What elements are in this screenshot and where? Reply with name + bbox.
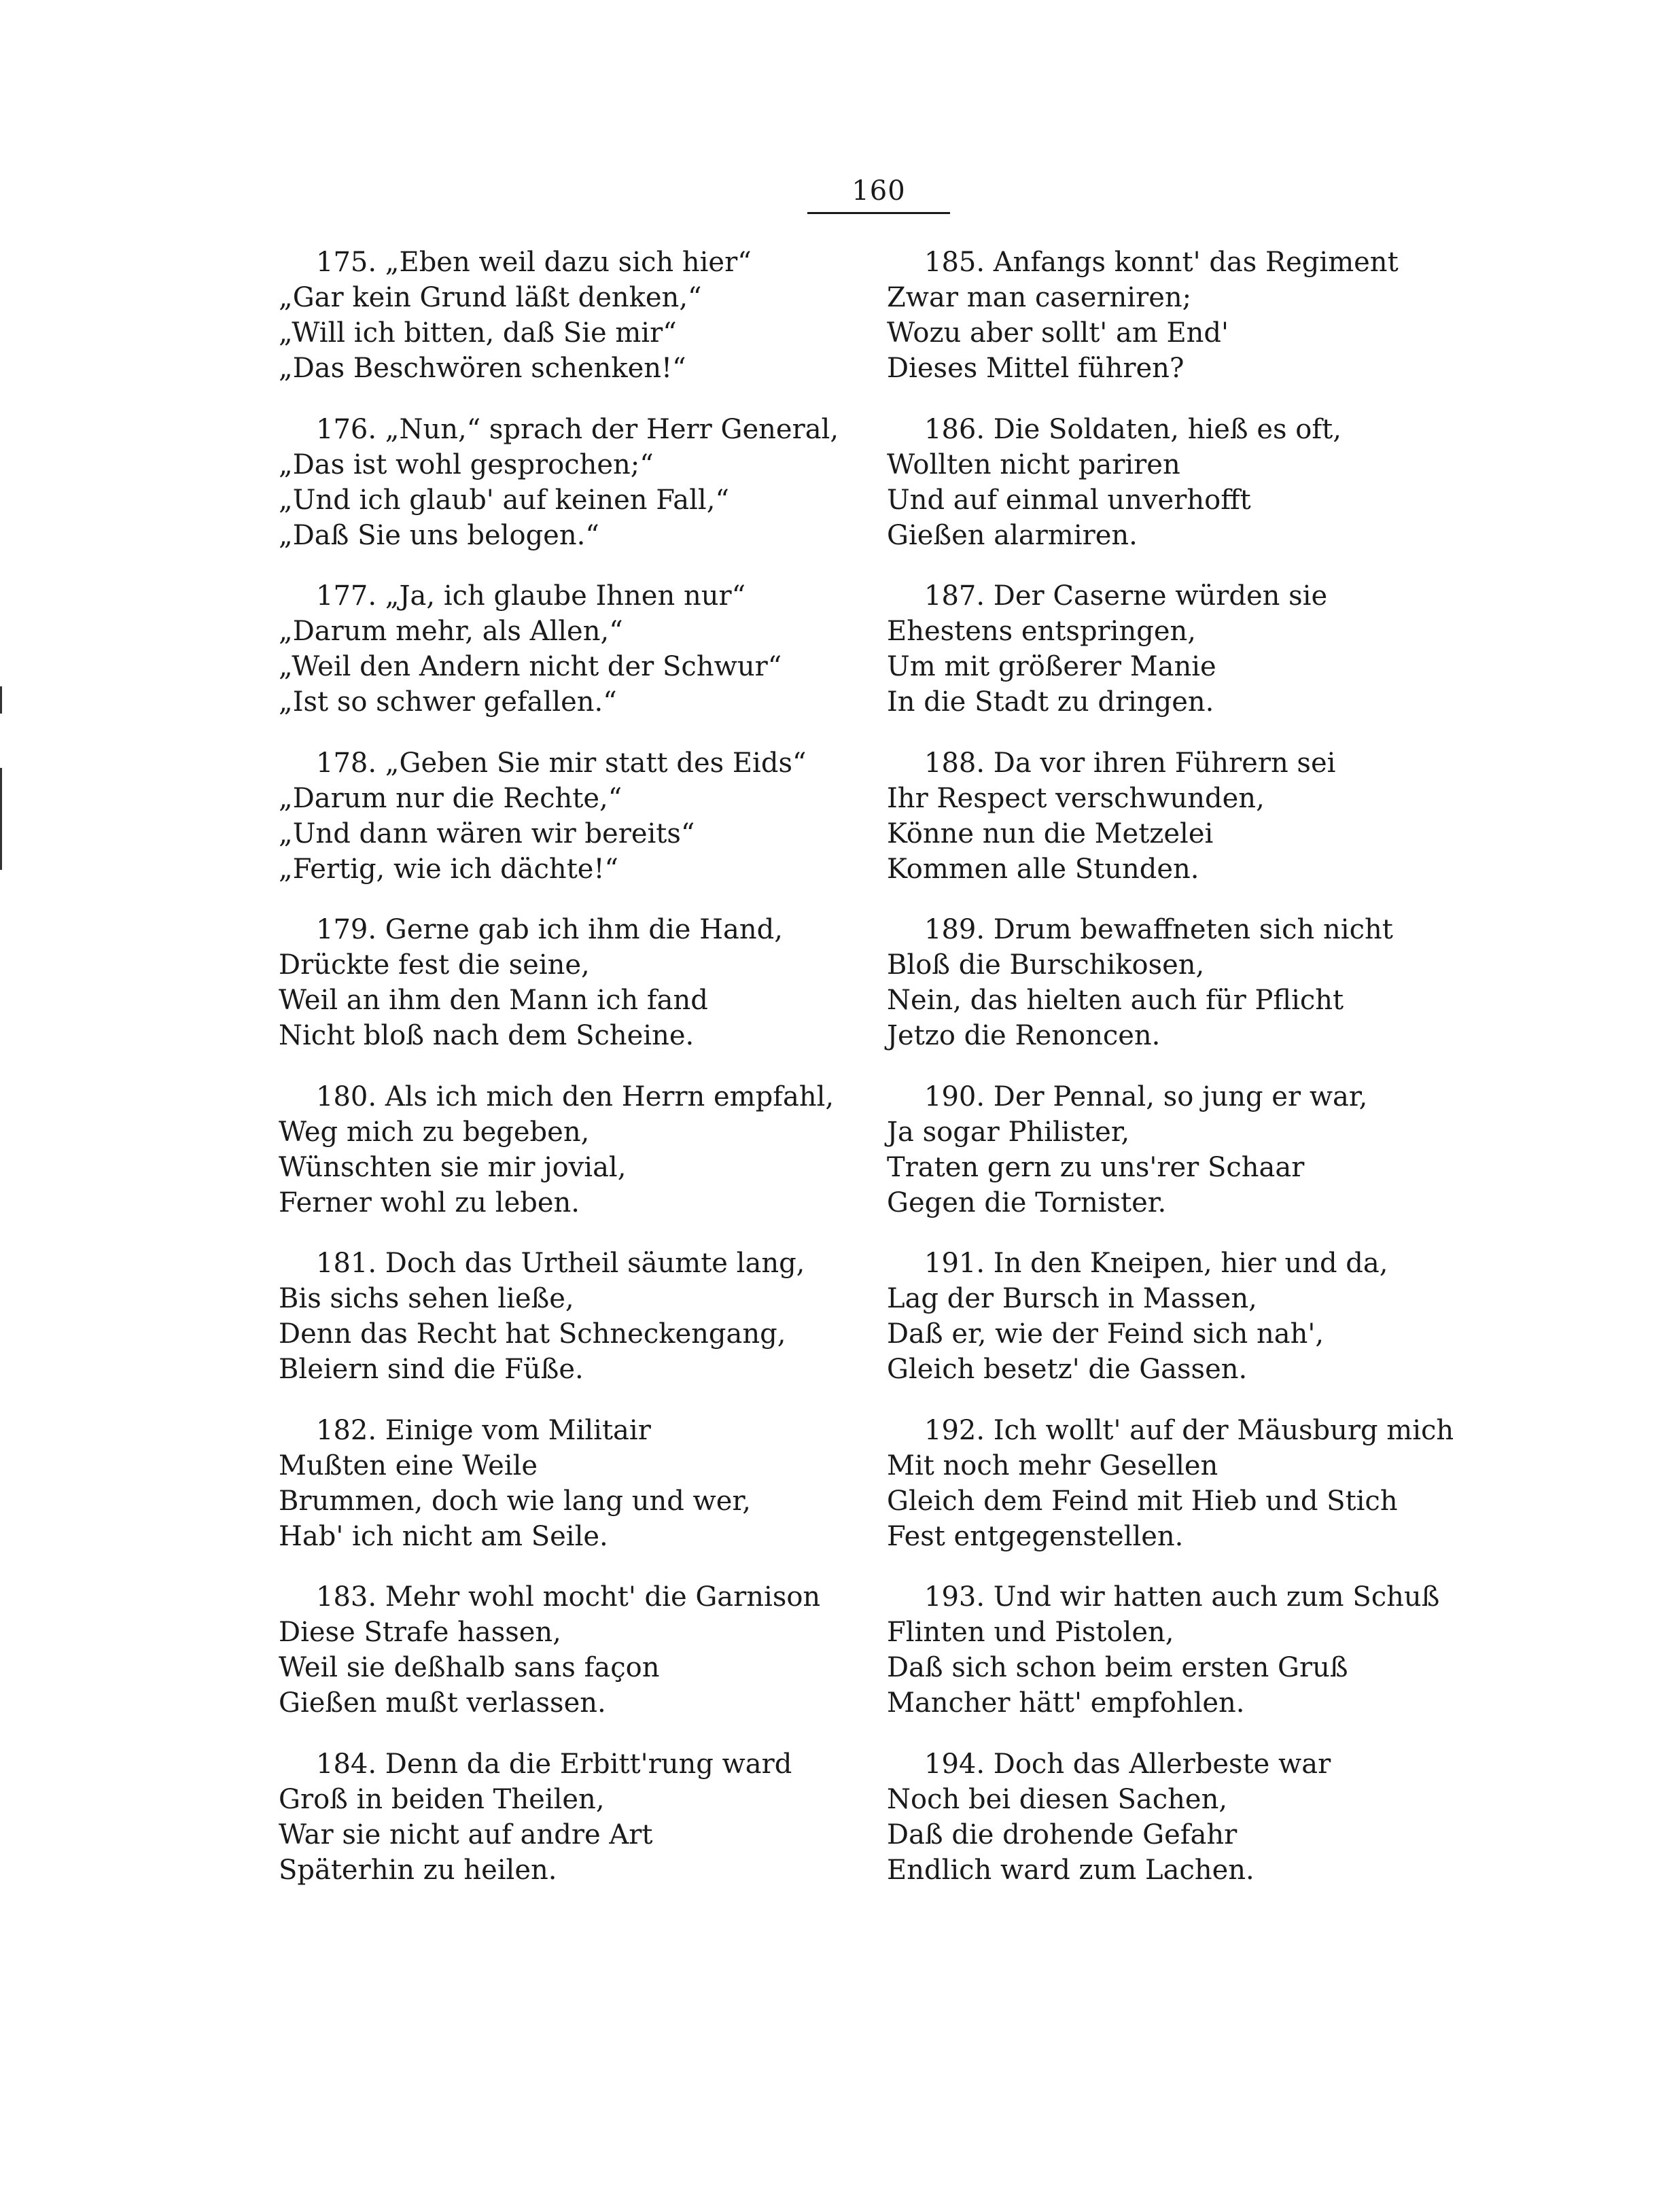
verse-line: Weg mich zu begeben, (279, 1116, 590, 1148)
verse-line: Lag der Bursch in Massen, (887, 1283, 1257, 1314)
verse-line: Nein, das hielten auch für Pflicht (887, 985, 1344, 1016)
verse-line: Nicht bloß nach dem Scheine. (279, 1020, 695, 1051)
verse-line: „Ist so schwer gefallen.“ (279, 686, 617, 718)
verse-line: Noch bei diesen Sachen, (887, 1783, 1228, 1815)
verse-line: „Weil den Andern nicht der Schwur“ (279, 651, 782, 682)
stanza-first-line: 184. Denn da die Erbitt'rung ward (316, 1748, 792, 1780)
verse-line: Späterhin zu heilen. (279, 1854, 557, 1886)
verse-line: Gleich besetz' die Gassen. (887, 1354, 1248, 1385)
verse-line: Jetzo die Renoncen. (887, 1020, 1161, 1051)
verse-line: Diese Strafe hassen, (279, 1617, 561, 1648)
stanza-first-line: 189. Drum bewaffneten sich nicht (924, 914, 1393, 945)
verse-line: Endlich ward zum Lachen. (887, 1854, 1254, 1886)
stanza (887, 1579, 1485, 1746)
verse-line: „Das Beschwören schenken!“ (279, 353, 686, 384)
stanza-first-line: 192. Ich wollt' auf der Mäusburg mich (924, 1414, 1454, 1446)
verse-line: Mit noch mehr Gesellen (887, 1450, 1218, 1481)
verse-line: Gießen mußt verlassen. (279, 1687, 606, 1719)
verse-line: War sie nicht auf andre Art (279, 1819, 653, 1850)
stanza-first-line: 190. Der Pennal, so jung er war, (924, 1081, 1368, 1112)
verse-line: Bleiern sind die Füße. (279, 1354, 584, 1385)
stanza-first-line: 186. Die Soldaten, hieß es oft, (924, 413, 1341, 445)
verse-line: Daß die drohende Gefahr (887, 1819, 1238, 1850)
verse-line: Flinten und Pistolen, (887, 1617, 1174, 1648)
stanza-first-line: 177. „Ja, ich glaube Ihnen nur“ (316, 580, 746, 612)
verse-line: „Will ich bitten, daß Sie mir“ (279, 317, 677, 349)
verse-line: „Das ist wohl gesprochen;“ (279, 449, 654, 480)
stanza (887, 1246, 1485, 1413)
verse-line: Bloß die Burschikosen, (887, 949, 1205, 981)
verse-line: „Und ich glaub' auf keinen Fall,“ (279, 484, 729, 516)
verse-line: Weil an ihm den Mann ich fand (279, 985, 708, 1016)
verse-line: Kommen alle Stunden. (887, 853, 1199, 885)
stanza (887, 1746, 1485, 1914)
stanza (279, 1579, 877, 1746)
stanza (279, 745, 877, 913)
left-column (279, 245, 877, 1913)
verse-line: Ihr Respect verschwunden, (887, 782, 1265, 814)
stanza-first-line: 183. Mehr wohl mocht' die Garnison (316, 1581, 821, 1613)
verse-line: Traten gern zu uns'rer Schaar (887, 1151, 1305, 1183)
verse-line: Gegen die Tornister. (887, 1187, 1167, 1218)
stanza-first-line: 175. „Eben weil dazu sich hier“ (316, 247, 752, 278)
verse-line: Um mit größerer Manie (887, 651, 1216, 682)
stanza (279, 245, 877, 412)
verse-line: In die Stadt zu dringen. (887, 686, 1214, 718)
verse-line: Wünschten sie mir jovial, (279, 1151, 627, 1183)
verse-line: Bis sichs sehen ließe, (279, 1283, 574, 1314)
verse-line: Und auf einmal unverhofft (887, 484, 1251, 516)
verse-line: Daß er, wie der Feind sich nah', (887, 1318, 1324, 1350)
stanza (279, 1246, 877, 1413)
stanza (887, 1079, 1485, 1246)
right-column (887, 245, 1485, 1913)
verse-line: Hab' ich nicht am Seile. (279, 1520, 608, 1552)
stanza (279, 1079, 877, 1246)
verse-line: Ehestens entspringen, (887, 616, 1196, 647)
verse-line: „Fertig, wie ich dächte!“ (279, 853, 618, 885)
verse-line: Daß sich schon beim ersten Gruß (887, 1652, 1348, 1683)
stanza (279, 1746, 877, 1914)
stanza (887, 1413, 1485, 1580)
verse-line: Gießen alarmiren. (887, 519, 1138, 551)
verse-line: Zwar man caserniren; (887, 282, 1192, 313)
verse-line: Denn das Recht hat Schneckengang, (279, 1318, 786, 1350)
verse-line: Ferner wohl zu leben. (279, 1187, 580, 1218)
verse-line: „Darum mehr, als Allen,“ (279, 616, 623, 647)
verse-line: „Gar kein Grund läßt denken,“ (279, 282, 702, 313)
stanza-first-line: 178. „Geben Sie mir statt des Eids“ (316, 747, 807, 779)
stanza-first-line: 194. Doch das Allerbeste war (924, 1748, 1331, 1780)
stanza-first-line: 181. Doch das Urtheil säumte lang, (316, 1248, 805, 1279)
verse-line: Dieses Mittel führen? (887, 353, 1185, 384)
stanza (887, 578, 1485, 745)
stanza (887, 245, 1485, 412)
stanza-first-line: 179. Gerne gab ich ihm die Hand, (316, 914, 783, 945)
verse-line: Ja sogar Philister, (887, 1116, 1130, 1148)
verse-line: Brummen, doch wie lang und wer, (279, 1485, 751, 1517)
verse-line: „Und dann wären wir bereits“ (279, 818, 695, 849)
stanza (887, 412, 1485, 579)
verse-line: Wollten nicht pariren (887, 449, 1180, 480)
margin-mark (0, 768, 2, 870)
stanza (887, 912, 1485, 1079)
stanza-first-line: 187. Der Caserne würden sie (924, 580, 1328, 612)
verse-line: Weil sie deßhalb sans façon (279, 1652, 660, 1683)
stanza-first-line: 180. Als ich mich den Herrn empfahl, (316, 1081, 835, 1112)
verse-line: „Darum nur die Rechte,“ (279, 782, 622, 814)
stanza (279, 1413, 877, 1580)
verse-line: Mancher hätt' empfohlen. (887, 1687, 1245, 1719)
stanza (887, 745, 1485, 913)
verse-line: Gleich dem Feind mit Hieb und Stich (887, 1485, 1398, 1517)
stanza-first-line: 193. Und wir hatten auch zum Schuß (924, 1581, 1440, 1613)
verse-line: „Daß Sie uns belogen.“ (279, 519, 599, 551)
stanza-first-line: 185. Anfangs konnt' das Regiment (924, 247, 1399, 278)
stanza-first-line: 188. Da vor ihren Führern sei (924, 747, 1336, 779)
page-number: 160 (852, 175, 906, 207)
stanza (279, 912, 877, 1079)
verse-line: Groß in beiden Theilen, (279, 1783, 605, 1815)
stanza (279, 412, 877, 579)
verse-line: Wozu aber sollt' am End' (887, 317, 1229, 349)
stanza (279, 578, 877, 745)
header-rule (807, 212, 950, 214)
margin-mark (0, 686, 2, 714)
verse-line: Könne nun die Metzelei (887, 818, 1214, 849)
stanza-first-line: 191. In den Kneipen, hier und da, (924, 1248, 1388, 1279)
stanza-first-line: 182. Einige vom Militair (316, 1414, 651, 1446)
stanza-first-line: 176. „Nun,“ sprach der Herr General, (316, 413, 839, 445)
verse-line: Fest entgegenstellen. (887, 1520, 1184, 1552)
verse-line: Mußten eine Weile (279, 1450, 538, 1481)
verse-line: Drückte fest die seine, (279, 949, 590, 981)
